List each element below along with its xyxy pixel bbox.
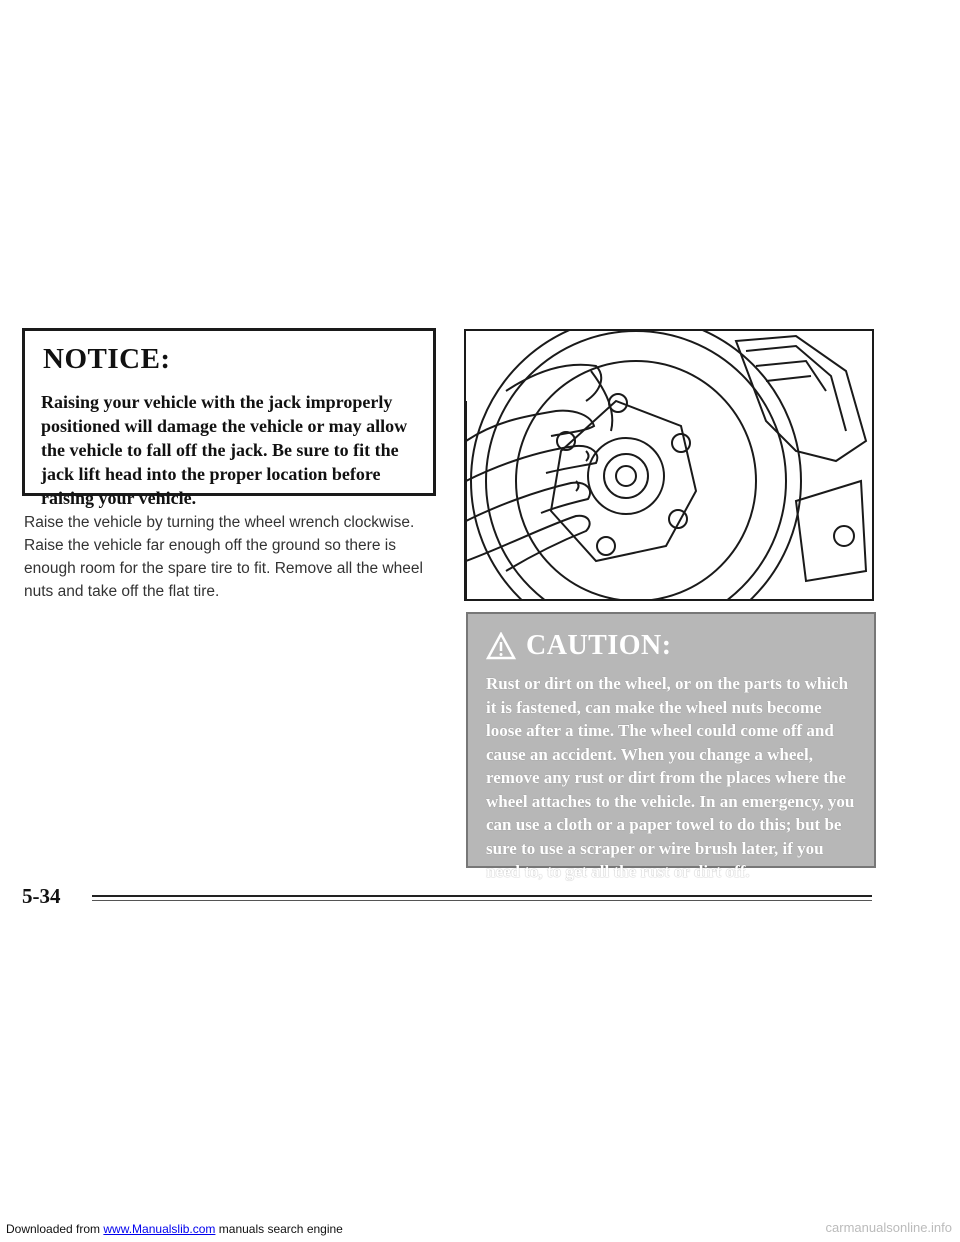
download-suffix: manuals search engine xyxy=(215,1222,343,1236)
notice-box xyxy=(22,328,436,508)
notice-text: Raising your vehicle with the jack improperly positioned will damage the vehicle or may allow the vehicle to fall off the jack. Be sure to fit the jack lift head into the proper location before raising your vehicle. xyxy=(41,392,408,508)
wheel-cleaning-illustration xyxy=(464,329,874,601)
page-number: 5-34 xyxy=(22,884,61,908)
manualslib-link[interactable]: www.Manualslib.com xyxy=(103,1222,216,1236)
download-prefix: Downloaded from xyxy=(6,1222,104,1236)
watermark: carmanualsonline.info xyxy=(825,1220,952,1235)
notice-title: NOTICE: xyxy=(43,343,171,375)
body-paragraph: Raise the vehicle by turning the wheel wrench clockwise. Raise the vehicle far enough off the ground so there is enough room for the spare tire to fit. Remove all the wheel nuts and take off the flat tire. xyxy=(24,514,423,600)
footer-rule xyxy=(92,895,872,897)
download-attribution xyxy=(6,1222,343,1236)
caution-box xyxy=(466,612,876,881)
warning-triangle-icon xyxy=(486,632,516,660)
caution-title xyxy=(486,630,858,662)
footer-rule-thin xyxy=(92,900,872,901)
caution-title-text: CAUTION: xyxy=(526,630,672,661)
caution-text: Rust or dirt on the wheel, or on the parts to which it is fastened, can make the wheel nuts become loose after a time. The wheel could come off and cause an accident. When you change a wheel, remove any rust or dirt from the places where the wheel attaches to the vehicle. In an emergency, you can use a cloth or a paper towel to do this; but be sure to use a scraper or wire brush later, if you need to, to get all the rust or dirt off. xyxy=(486,674,855,881)
